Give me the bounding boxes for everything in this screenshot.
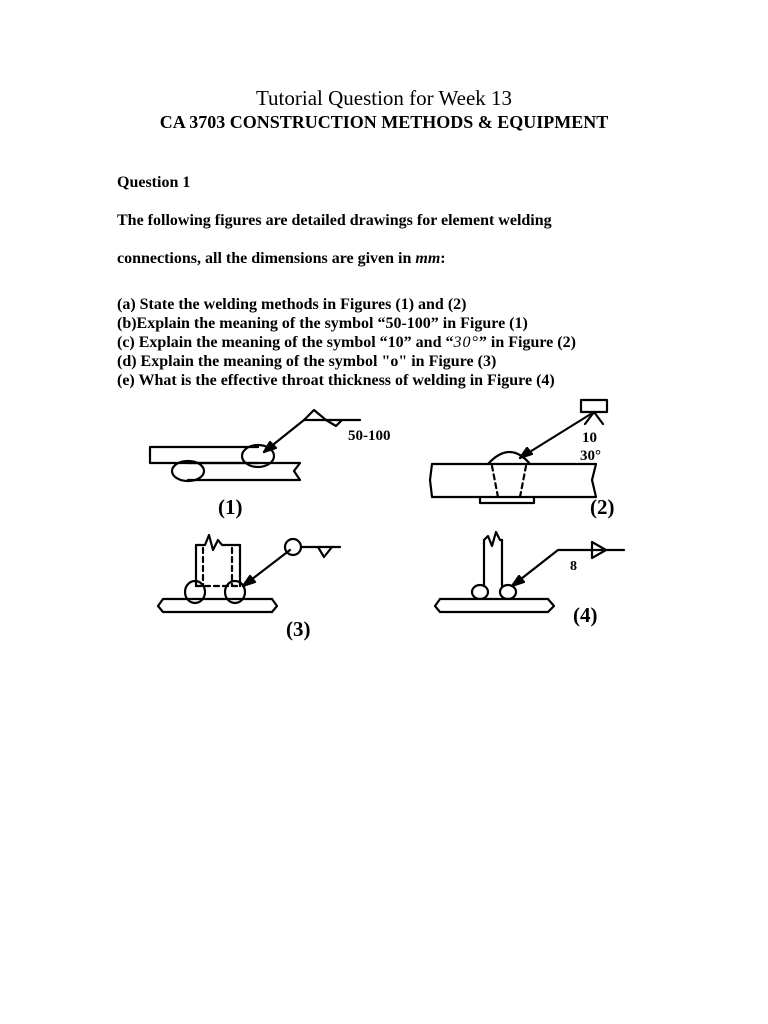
intro-line-1: The following figures are detailed drawings for element welding — [117, 212, 552, 229]
question-heading: Question 1 — [117, 174, 191, 191]
course-title: CA 3703 CONSTRUCTION METHODS & EQUIPMENT — [159, 112, 609, 132]
question-a: (a) State the welding methods in Figures (1) and (2) — [117, 296, 467, 313]
figure-4-annotation: 8 — [570, 559, 577, 574]
page-title: Tutorial Question for Week 13 — [255, 86, 513, 110]
question-d: (d) Explain the meaning of the symbol "o" in Figure (3) — [117, 353, 497, 370]
figure-4-label: (4) — [573, 603, 598, 627]
question-c-text: (c) Explain the meaning of the symbol “10” and “ — [117, 334, 454, 351]
figure-1-drawing — [150, 410, 391, 481]
intro-line-2-text: connections, all the dimensions are given in — [117, 250, 416, 267]
intro-unit: mm — [415, 250, 441, 267]
question-c-symbol: 30° — [453, 334, 479, 351]
figure-3-drawing — [158, 535, 340, 612]
figure-1-annotation: 50-100 — [348, 428, 391, 444]
figure-2-label: (2) — [590, 495, 615, 519]
question-e: (e) What is the effective throat thickness of welding in Figure (4) — [117, 372, 555, 389]
intro-line-2-suffix: : — [440, 250, 446, 267]
figure-2-drawing — [430, 400, 607, 503]
figure-4-drawing — [435, 532, 624, 612]
figure-3-label: (3) — [286, 617, 311, 641]
question-c-suffix: ” in Figure (2) — [478, 334, 576, 351]
figure-2-annotation-bottom: 30° — [580, 448, 601, 464]
question-b: (b)Explain the meaning of the symbol “50-100” in Figure (1) — [117, 315, 528, 332]
figure-1-label: (1) — [218, 495, 243, 519]
figure-2-annotation-top: 10 — [582, 430, 597, 446]
